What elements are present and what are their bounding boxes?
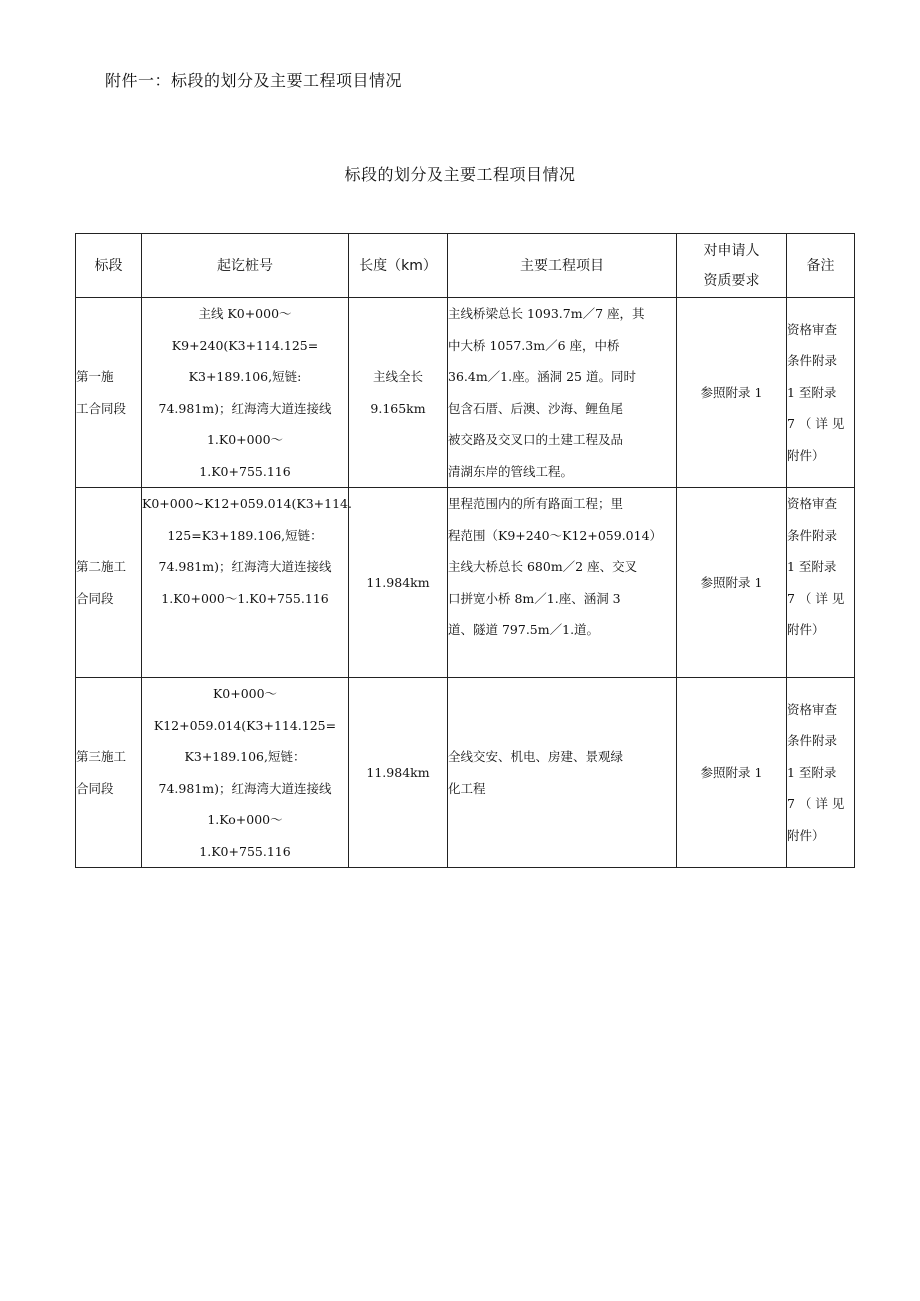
table-row <box>76 488 855 678</box>
header-length: 长度（km） <box>349 234 448 298</box>
cell-projects: 里程范围内的所有路面工程；里 程范围（K9+240～K12+059.014） 主线大桥总长 680m／2 座、交叉 口拼宽小桥 8m／1.座、涵洞 3 道、隧道 797.5m／1.道。 <box>448 488 677 678</box>
cell-projects: 主线桥梁总长 1093.7m／7 座，其 中大桥 1057.3m／6 座，中桥 36.4m／1.座。涵洞 25 道。同时 包含石厝、后澳、沙海、鲤鱼尾 被交路及交叉口的土建工程及品 清湖东岸的管线工程。 <box>448 298 677 488</box>
header-requirement: 对申请人 资质要求 <box>677 234 787 298</box>
attachment-title: 附件一：标段的划分及主要工程项目情况 <box>105 71 403 90</box>
cell-stake: 主线 K0+000～ K9+240(K3+114.125= K3+189.106,短链: 74.981m)；红海湾大道连接线 1.K0+000～ 1.K0+755.116 <box>142 298 349 488</box>
segment-table <box>75 233 855 868</box>
table-title: 标段的划分及主要工程项目情况 <box>344 165 576 184</box>
cell-projects: 全线交安、机电、房建、景观绿 化工程 <box>448 678 677 868</box>
header-stake: 起讫桩号 <box>142 234 349 298</box>
header-remarks: 备注 <box>787 234 855 298</box>
cell-remarks: 资格审查 条件附录 1 至附录 7 （ 详 见 附件） <box>787 298 855 488</box>
cell-length: 11.984km <box>349 488 448 678</box>
cell-segment: 第三施工 合同段 <box>76 678 142 868</box>
cell-segment: 第一施 工合同段 <box>76 298 142 488</box>
cell-requirement: 参照附录 1 <box>677 298 787 488</box>
cell-length: 11.984km <box>349 678 448 868</box>
cell-requirement: 参照附录 1 <box>677 678 787 868</box>
cell-remarks: 资格审查 条件附录 1 至附录 7 （ 详 见 附件） <box>787 488 855 678</box>
cell-length: 主线全长 9.165km <box>349 298 448 488</box>
cell-stake: K0+000~K12+059.014(K3+114. 125=K3+189.106,短链： 74.981m)；红海湾大道连接线 1.K0+000～1.K0+755.116 <box>142 488 349 678</box>
cell-requirement: 参照附录 1 <box>677 488 787 678</box>
header-segment: 标段 <box>76 234 142 298</box>
table-header-row <box>76 234 855 298</box>
table-row <box>76 678 855 868</box>
cell-stake: K0+000～ K12+059.014(K3+114.125= K3+189.106,短链： 74.981m)；红海湾大道连接线 1.Ko+000～ 1.K0+755.116 <box>142 678 349 868</box>
cell-remarks: 资格审查 条件附录 1 至附录 7 （ 详 见 附件） <box>787 678 855 868</box>
table-row <box>76 298 855 488</box>
header-projects: 主要工程项目 <box>448 234 677 298</box>
cell-segment: 第二施工 合同段 <box>76 488 142 678</box>
